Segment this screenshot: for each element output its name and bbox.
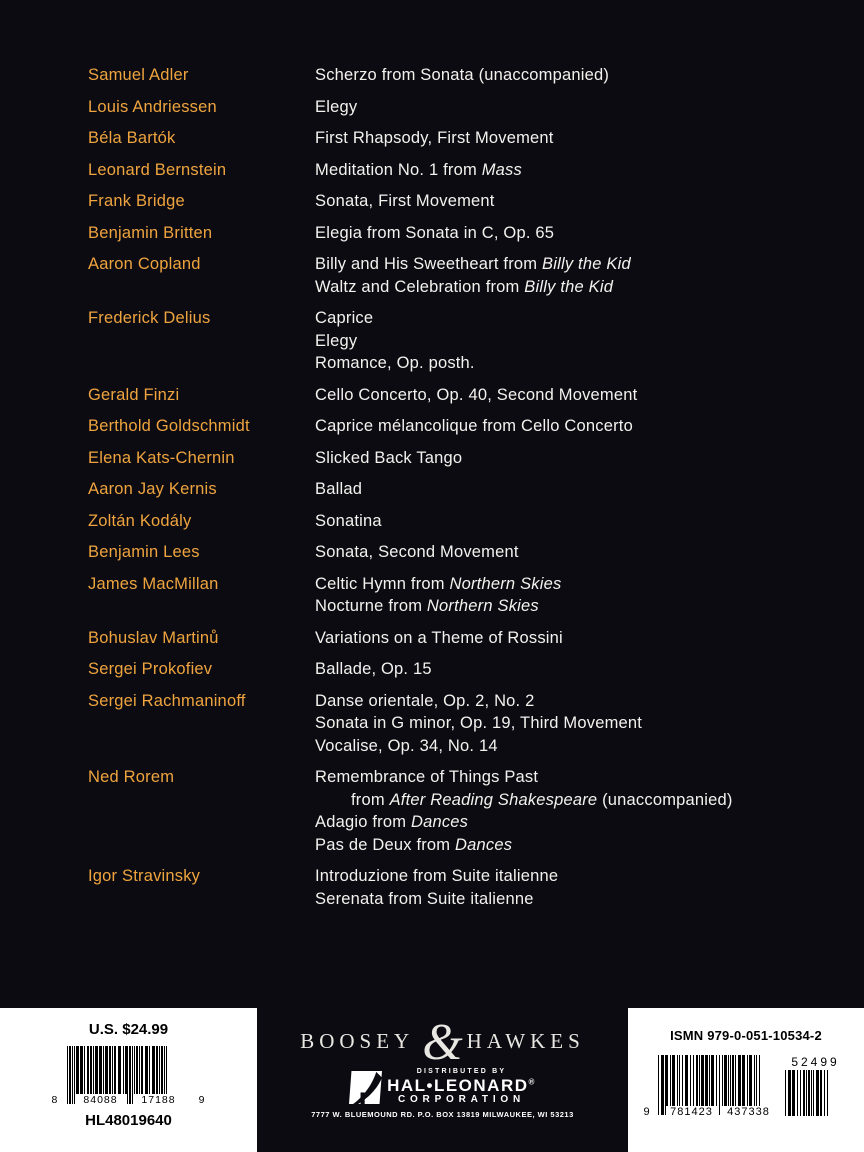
composer-name: Benjamin Britten — [88, 223, 213, 242]
works-entry — [88, 253, 844, 298]
works-entry — [88, 159, 844, 182]
works-entry — [88, 384, 844, 407]
hal-leonard-block — [257, 1068, 628, 1119]
work-titles — [315, 573, 561, 618]
works-entry — [88, 307, 844, 375]
upc-digit-group1: 84088 — [75, 1094, 127, 1107]
corporation-label: CORPORATION — [397, 1094, 526, 1105]
work-title: Celtic Hymn from Northern Skies — [315, 574, 562, 593]
work-title: Caprice mélancolique from Cello Concerto — [315, 417, 633, 435]
work-title: Ballade, Op. 15 — [315, 660, 432, 678]
works-entry — [88, 541, 844, 564]
composer-name: Aaron Copland — [88, 255, 201, 273]
boosey-wordmark: BOOSEY — [300, 1028, 415, 1053]
work-title: First Rhapsody, First Movement — [315, 129, 554, 147]
ismn-number: ISMN 979-0-051-10534-2 — [670, 1028, 822, 1043]
works-list — [88, 64, 844, 919]
distributed-by-label: DISTRIBUTED BY — [416, 1068, 507, 1075]
work-title: Pas de Deux from Dances — [315, 835, 513, 854]
works-entry — [88, 127, 844, 150]
publisher-address: 7777 W. BLUEMOUND RD. P.O. BOX 13819 MILWAUKEE, WI 53213 — [311, 1109, 574, 1119]
composer-name: Leonard Bernstein — [88, 160, 227, 179]
ampersand-glyph: & — [422, 1013, 463, 1071]
work-titles — [315, 865, 558, 910]
composer-name: Aaron Jay Kernis — [88, 480, 217, 498]
work-titles — [315, 159, 522, 182]
work-title: Sonata, First Movement — [315, 192, 495, 210]
hal-leonard-logo-icon — [349, 1071, 382, 1104]
works-entry — [88, 190, 844, 213]
ean-addon-bars — [785, 1070, 847, 1116]
work-title: Sonata in G minor, Op. 19, Third Movement — [315, 714, 643, 732]
composer-name: Louis Andriessen — [88, 97, 217, 116]
hal-leonard-wordmark: HAL•LEONARD® — [387, 1076, 536, 1095]
works-entry — [88, 865, 844, 910]
work-title: Elegy — [315, 331, 358, 350]
work-titles — [315, 766, 733, 856]
upc-digit-trail: 9 — [198, 1094, 205, 1106]
work-title: Romance, Op. posth. — [315, 354, 475, 372]
work-titles — [315, 307, 475, 375]
work-titles — [315, 510, 382, 533]
works-entry — [88, 573, 844, 618]
works-entry — [88, 627, 844, 650]
work-titles — [315, 627, 563, 650]
work-title: Scherzo from Sonata (unaccompanied) — [315, 66, 610, 84]
registered-mark: ® — [528, 1077, 536, 1087]
work-titles — [315, 447, 462, 470]
work-title: Meditation No. 1 from Mass — [315, 160, 522, 179]
work-title: Waltz and Celebration from Billy the Kid — [315, 277, 614, 296]
works-entry — [88, 478, 844, 501]
work-title: Variations on a Theme of Rossini — [315, 628, 563, 647]
work-title: Ballad — [315, 480, 363, 498]
boosey-hawkes-logo — [257, 1013, 628, 1071]
work-titles — [315, 190, 495, 213]
work-title: Billy and His Sweetheart from Billy the Kid — [315, 255, 631, 273]
work-titles — [315, 127, 554, 150]
work-title: Nocturne from Northern Skies — [315, 597, 539, 615]
work-titles — [315, 541, 519, 564]
work-title: Remembrance of Things Past — [315, 768, 539, 786]
composer-name: Berthold Goldschmidt — [88, 417, 250, 435]
works-entry — [88, 64, 844, 87]
catalog-number: HL48019640 — [85, 1112, 172, 1129]
work-title: Sonatina — [315, 511, 382, 530]
work-title: Elegy — [315, 97, 358, 116]
composer-name: Béla Bartók — [88, 129, 176, 147]
composer-name: Zoltán Kodály — [88, 511, 192, 530]
works-entry — [88, 510, 844, 533]
work-title: Cello Concerto, Op. 40, Second Movement — [315, 385, 638, 404]
work-titles — [315, 253, 631, 298]
footer — [0, 1008, 864, 1152]
work-title: Sonata, Second Movement — [315, 543, 519, 561]
price-label: U.S. $24.99 — [88, 1021, 169, 1038]
works-entry — [88, 766, 844, 856]
work-title: Slicked Back Tango — [315, 448, 463, 467]
works-entry — [88, 447, 844, 470]
work-titles — [315, 478, 362, 501]
composer-name: James MacMillan — [88, 574, 219, 593]
work-titles — [315, 64, 609, 87]
upc-barcode — [53, 1046, 205, 1108]
ean-digit-group1: 781423 — [666, 1106, 718, 1119]
composer-name: Sergei Prokofiev — [88, 660, 213, 678]
works-entry — [88, 96, 844, 119]
hawkes-wordmark: HAWKES — [466, 1028, 585, 1053]
composer-name: Samuel Adler — [88, 66, 189, 84]
composer-name: Ned Rorem — [88, 768, 175, 786]
works-entry — [88, 658, 844, 681]
work-titles — [315, 96, 357, 119]
composer-name: Gerald Finzi — [88, 385, 180, 404]
work-title: Caprice — [315, 309, 374, 327]
ean-digit-group2: 437338 — [722, 1106, 776, 1119]
work-title: Serenata from Suite italienne — [315, 889, 534, 908]
ean-barcode — [643, 1055, 778, 1119]
composer-name: Frank Bridge — [88, 192, 185, 210]
composer-name: Frederick Delius — [88, 309, 211, 327]
composer-name: Sergei Rachmaninoff — [88, 691, 246, 710]
ean-digit-lead: 9 — [643, 1106, 650, 1118]
ean-addon-barcode — [785, 1055, 847, 1116]
price-barcode-panel — [0, 1008, 257, 1152]
work-title: Vocalise, Op. 34, No. 14 — [315, 736, 498, 755]
composer-name: Benjamin Lees — [88, 543, 200, 561]
ean-addon-number: 52499 — [791, 1055, 840, 1069]
work-title: Introduzione from Suite italienne — [315, 867, 559, 885]
work-title: Danse orientale, Op. 2, No. 2 — [315, 691, 535, 710]
work-titles — [315, 658, 432, 681]
composer-name: Elena Kats-Chernin — [88, 448, 235, 467]
work-titles — [315, 384, 637, 407]
work-titles — [315, 690, 642, 758]
works-entry — [88, 690, 844, 758]
works-entry — [88, 415, 844, 438]
work-title: Adagio from Dances — [315, 813, 469, 831]
upc-digit-group2: 17188 — [133, 1094, 185, 1107]
composer-name: Bohuslav Martinů — [88, 628, 219, 647]
ismn-barcode-panel — [628, 1008, 864, 1152]
work-titles — [315, 222, 554, 245]
work-title: from After Reading Shakespeare (unaccompanied) — [351, 790, 733, 809]
composer-name: Igor Stravinsky — [88, 867, 201, 885]
work-title: Elegia from Sonata in C, Op. 65 — [315, 223, 555, 242]
upc-digit-lead: 8 — [51, 1094, 58, 1106]
publisher-panel — [257, 1008, 628, 1152]
works-entry — [88, 222, 844, 245]
work-titles — [315, 415, 633, 438]
